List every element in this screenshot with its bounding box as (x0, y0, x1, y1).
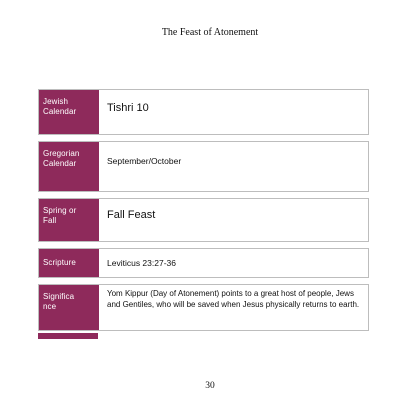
table-row-spring-or-fall (38, 198, 369, 242)
feast-info-table (38, 89, 369, 331)
label-column-strip (38, 333, 98, 339)
page-title: The Feast of Atonement (161, 27, 259, 38)
row-label: Gregorian Calendar (39, 142, 99, 191)
row-label: Scripture (39, 249, 99, 277)
row-value: September/October (107, 156, 182, 166)
row-value: Yom Kippur (Day of Atonement) points to a great host of people, Jews and Gentiles, who will be saved when Jesus physically returns to earth. (107, 289, 360, 309)
table-row-scripture (38, 248, 369, 278)
table-row-jewish-calendar (38, 89, 369, 135)
row-value: Tishri 10 (107, 102, 149, 114)
row-label: Jewish Calendar (39, 90, 99, 134)
table-row-significance (38, 284, 369, 331)
row-value: Leviticus 23:27-36 (107, 258, 176, 268)
row-label: Significa nce (39, 285, 99, 330)
row-label: Spring or Fall (39, 199, 99, 241)
table-row-gregorian-calendar (38, 141, 369, 192)
row-value: Fall Feast (107, 209, 156, 221)
page-number: 30 (205, 381, 215, 391)
